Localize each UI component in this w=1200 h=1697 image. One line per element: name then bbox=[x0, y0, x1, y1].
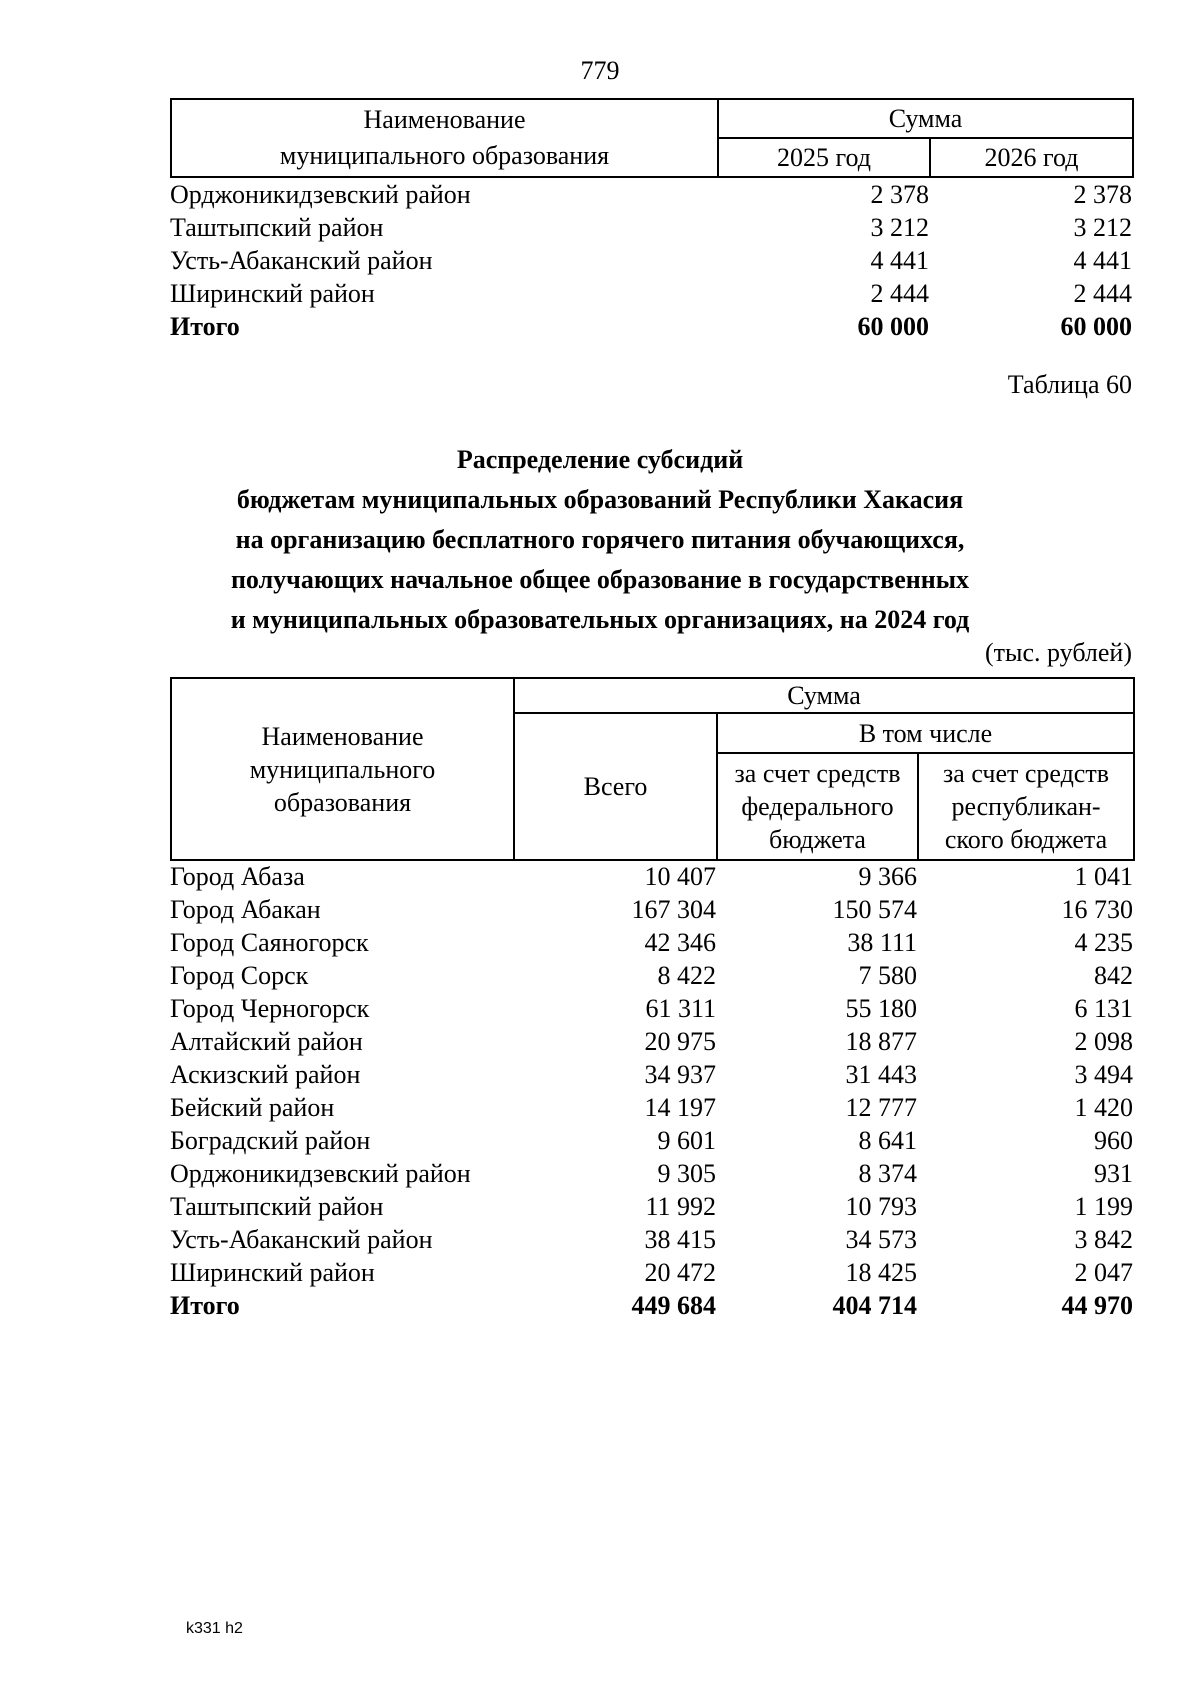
table-row bbox=[170, 959, 1133, 992]
row-value-2025: 2 444 bbox=[870, 279, 929, 308]
row-federal: 18 877 bbox=[845, 1027, 917, 1056]
row-republic: 2 047 bbox=[1074, 1258, 1133, 1287]
row-total: 20 975 bbox=[644, 1027, 716, 1056]
title-line: Распределение субсидий bbox=[456, 445, 744, 474]
table2-total-row bbox=[170, 1289, 1133, 1322]
row-name: Бейский район bbox=[170, 1093, 335, 1122]
row-name: Город Абаза bbox=[170, 862, 305, 891]
row-republic: 6 131 bbox=[1074, 994, 1133, 1023]
row-name: Город Саяногорск bbox=[170, 928, 369, 957]
row-republic: 2 098 bbox=[1074, 1027, 1133, 1056]
row-federal: 38 111 bbox=[847, 928, 917, 957]
header-name-line: Наименование bbox=[261, 721, 424, 751]
table2-header-sum: Сумма bbox=[514, 678, 1134, 713]
row-value-2026: 4 441 bbox=[1073, 246, 1132, 275]
total-label: Итого bbox=[170, 1291, 240, 1320]
row-republic: 931 bbox=[1094, 1159, 1133, 1188]
row-republic: 1 041 bbox=[1074, 862, 1133, 891]
row-total: 14 197 bbox=[644, 1093, 716, 1122]
row-republic: 16 730 bbox=[1061, 895, 1133, 924]
table-row bbox=[170, 244, 1132, 277]
table-row bbox=[170, 860, 1133, 893]
row-name: Усть-Абаканский район bbox=[170, 246, 433, 275]
row-total: 20 472 bbox=[644, 1258, 716, 1287]
row-republic: 3 494 bbox=[1074, 1060, 1133, 1089]
row-total: 61 311 bbox=[645, 994, 716, 1023]
row-total: 10 407 bbox=[644, 862, 716, 891]
table-row bbox=[170, 1190, 1133, 1223]
row-value-2025: 2 378 bbox=[870, 180, 929, 209]
row-federal: 34 573 bbox=[845, 1225, 917, 1254]
row-federal: 150 574 bbox=[832, 895, 917, 924]
row-total: 34 937 bbox=[644, 1060, 716, 1089]
row-name: Город Абакан bbox=[170, 895, 321, 924]
row-republic: 842 bbox=[1094, 961, 1133, 990]
table-row bbox=[170, 1124, 1133, 1157]
units-label: (тыс. рублей) bbox=[984, 638, 1132, 667]
total-label: Итого bbox=[170, 312, 240, 341]
row-name: Орджоникидзевский район bbox=[170, 1159, 471, 1188]
row-value-2025: 3 212 bbox=[870, 213, 929, 242]
row-name: Аскизский район bbox=[170, 1060, 361, 1089]
table-row bbox=[170, 926, 1133, 959]
table1-total-row bbox=[170, 310, 1132, 343]
title-line: и муниципальных образовательных организациях, на 2024 год bbox=[230, 605, 970, 634]
header-federal-line: за счет средств bbox=[734, 759, 901, 788]
table1-header-sum: Сумма bbox=[718, 99, 1133, 138]
header-republic-line: ского бюджета bbox=[944, 825, 1108, 854]
table-row bbox=[170, 893, 1133, 926]
table1-header-name-line2: муниципального образования bbox=[279, 141, 610, 170]
row-total: 38 415 bbox=[644, 1225, 716, 1254]
row-name: Таштыпский район bbox=[170, 1192, 384, 1221]
row-name: Ширинский район bbox=[170, 279, 375, 308]
table2-body bbox=[170, 860, 1133, 1322]
table1-header-name-line1: Наименование bbox=[363, 105, 526, 134]
row-value-2026: 3 212 bbox=[1073, 213, 1132, 242]
table2-header bbox=[170, 677, 1135, 861]
row-total: 8 422 bbox=[657, 961, 716, 990]
header-name-line: муниципального bbox=[249, 754, 436, 784]
table1-body bbox=[170, 178, 1132, 343]
row-federal: 10 793 bbox=[845, 1192, 917, 1221]
table2-header-republic bbox=[918, 753, 1134, 860]
table2-title bbox=[0, 440, 1200, 640]
table2-header-total: Всего bbox=[514, 713, 717, 860]
header-republic-line: за счет средств bbox=[943, 759, 1109, 788]
row-republic: 960 bbox=[1094, 1126, 1133, 1155]
row-republic: 4 235 bbox=[1074, 928, 1133, 957]
table1-header bbox=[170, 98, 1134, 178]
row-total: 42 346 bbox=[644, 928, 716, 957]
header-federal-line: бюджета bbox=[769, 825, 866, 854]
row-federal: 7 580 bbox=[858, 961, 917, 990]
table-row bbox=[170, 1223, 1133, 1256]
row-federal: 8 641 bbox=[858, 1126, 917, 1155]
row-federal: 31 443 bbox=[845, 1060, 917, 1089]
footer-code: k331 h2 bbox=[186, 1620, 243, 1637]
title-line: на организацию бесплатного горячего питания обучающихся, bbox=[235, 525, 965, 554]
row-name: Таштыпский район bbox=[170, 213, 384, 242]
header-federal-line: федерального bbox=[741, 792, 894, 821]
table2-header-federal bbox=[717, 753, 918, 860]
table-row bbox=[170, 1256, 1133, 1289]
table-row bbox=[170, 1157, 1133, 1190]
table-row bbox=[170, 211, 1132, 244]
row-total: 9 305 bbox=[657, 1159, 716, 1188]
row-value-2025: 4 441 bbox=[870, 246, 929, 275]
table-number: Таблица 60 bbox=[1007, 370, 1132, 399]
total-federal: 404 714 bbox=[832, 1291, 917, 1320]
row-name: Город Черногорск bbox=[170, 994, 370, 1023]
table-row bbox=[170, 1025, 1133, 1058]
row-value-2026: 2 378 bbox=[1073, 180, 1132, 209]
title-line: бюджетам муниципальных образований Республики Хакасия bbox=[236, 485, 964, 514]
row-republic: 1 420 bbox=[1074, 1093, 1133, 1122]
row-federal: 9 366 bbox=[858, 862, 917, 891]
row-name: Ширинский район bbox=[170, 1258, 375, 1287]
table-row bbox=[170, 1058, 1133, 1091]
total-value-2025: 60 000 bbox=[857, 312, 929, 341]
total-value-2026: 60 000 bbox=[1060, 312, 1132, 341]
row-value-2026: 2 444 bbox=[1073, 279, 1132, 308]
row-name: Город Сорск bbox=[170, 961, 309, 990]
row-republic: 3 842 bbox=[1074, 1225, 1133, 1254]
row-federal: 55 180 bbox=[845, 994, 917, 1023]
header-name-line: образования bbox=[273, 787, 412, 817]
table-row bbox=[170, 992, 1133, 1025]
row-total: 167 304 bbox=[631, 895, 716, 924]
table2-header-including: В том числе bbox=[717, 713, 1134, 753]
row-name: Боградский район bbox=[170, 1126, 371, 1155]
row-federal: 18 425 bbox=[845, 1258, 917, 1287]
table-row bbox=[170, 178, 1132, 211]
table1-header-year-2025: 2025 год bbox=[718, 138, 930, 177]
row-name: Алтайский район bbox=[170, 1027, 363, 1056]
table1-header-name bbox=[171, 99, 718, 177]
table-row bbox=[170, 277, 1132, 310]
total-republic: 44 970 bbox=[1061, 1291, 1133, 1320]
row-name: Усть-Абаканский район bbox=[170, 1225, 433, 1254]
row-total: 9 601 bbox=[657, 1126, 716, 1155]
row-name: Орджоникидзевский район bbox=[170, 180, 471, 209]
page-number: 779 bbox=[580, 56, 620, 85]
row-federal: 12 777 bbox=[845, 1093, 917, 1122]
row-total: 11 992 bbox=[645, 1192, 716, 1221]
total-all: 449 684 bbox=[631, 1291, 716, 1320]
header-republic-line: республикан- bbox=[951, 792, 1101, 821]
table-row bbox=[170, 1091, 1133, 1124]
table2-header-name bbox=[171, 678, 514, 860]
row-federal: 8 374 bbox=[858, 1159, 917, 1188]
title-line: получающих начальное общее образование в государственных bbox=[230, 565, 970, 594]
table1-header-year-2026: 2026 год bbox=[930, 138, 1133, 177]
row-republic: 1 199 bbox=[1074, 1192, 1133, 1221]
